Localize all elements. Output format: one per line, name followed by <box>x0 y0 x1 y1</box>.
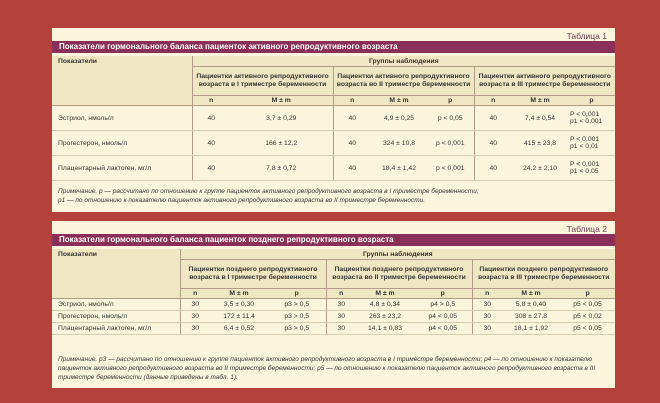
cell-mean: 5,8 ± 0,40 <box>502 299 560 311</box>
cell-n: 40 <box>192 106 230 131</box>
row-label: Эстриол, нмоль/л <box>52 106 192 131</box>
subheader-n: n <box>474 96 512 106</box>
cell-n: 40 <box>333 106 371 131</box>
subheader-p: p <box>268 289 326 299</box>
subheader-p: p <box>560 289 615 299</box>
cell-p: p4 > 0,5 <box>414 299 472 311</box>
cell-p <box>568 156 615 181</box>
cell-p: p3 > 0,5 <box>268 311 326 323</box>
cell-p <box>568 106 615 131</box>
cell-mean: 3,5 ± 0,30 <box>210 299 268 311</box>
table-row <box>52 323 615 335</box>
cell-n: 40 <box>474 106 512 131</box>
table-1-note <box>58 187 609 205</box>
header-group-1: Пациентки позднего репродуктивного возраста в I триместре беременности <box>180 260 326 289</box>
cell-n: 40 <box>192 131 230 156</box>
cell-p: p4 < 0,05 <box>414 311 472 323</box>
cell-mean: 308 ± 27,8 <box>502 311 560 323</box>
subheader-mean: M ± m <box>210 289 268 299</box>
subheader-n: n <box>180 289 210 299</box>
header-indicators: Показатели <box>52 249 180 299</box>
subheader-n: n <box>333 96 371 106</box>
table-1-label: Таблица 1 <box>566 31 607 41</box>
subheader-mean: M ± m <box>512 96 568 106</box>
cell-n: 40 <box>474 156 512 181</box>
cell-p: p3 > 0,5 <box>268 323 326 335</box>
cell-p: p3 > 0,5 <box>268 299 326 311</box>
table-1 <box>52 56 615 181</box>
cell-mean: 7,4 ± 0,54 <box>512 106 568 131</box>
cell-mean: 4,9 ± 0,25 <box>371 106 427 131</box>
subheader-mean: M ± m <box>230 96 333 106</box>
table-2-note: Примечание. p3 — рассчитано по отношению к группе пациенток активного репродуктивного возраста в I триместре беременности; p4 — по отношению к показателю пациенток активного репродуктивного возраста во II триместре беременности; p5 — по отношению к показателю пациенток активного репродуктивного возраста в III триместре беременности (данные приведены в табл. 1). <box>58 356 596 381</box>
header-group-3: Пациентки активного репродуктивного возраста в III триместре беременности <box>474 67 615 96</box>
table-1-panel <box>52 28 615 212</box>
header-group-1: Пациентки активного репродуктивного возраста в I триместре беременности <box>192 67 333 96</box>
cell-n: 40 <box>333 131 371 156</box>
cell-n: 30 <box>180 299 210 311</box>
cell-mean: 324 ± 10,8 <box>371 131 427 156</box>
table-row <box>52 156 615 181</box>
cell-mean: 6,4 ± 0,52 <box>210 323 268 335</box>
subheader-n: n <box>192 96 230 106</box>
cell-mean: 14,1 ± 0,83 <box>356 323 414 335</box>
table-1-title: Показатели гормонального баланса пациенток активного репродуктивного возраста <box>52 41 615 53</box>
cell-p: p5 < 0,05 <box>560 323 615 335</box>
cell-n: 40 <box>474 131 512 156</box>
row-label: Плацентарный лактоген, мг/л <box>52 323 180 335</box>
header-groups: Группы наблюдения <box>180 249 615 260</box>
header-groups: Группы наблюдения <box>192 56 615 67</box>
cell-mean: 166 ± 12,2 <box>230 131 333 156</box>
cell-p: p < 0,001 <box>427 156 474 181</box>
table-row <box>52 131 615 156</box>
table-2-panel <box>52 221 615 388</box>
table-row <box>52 311 615 323</box>
cell-mean: 18,4 ± 1,42 <box>371 156 427 181</box>
subheader-mean: M ± m <box>502 289 560 299</box>
cell-n: 30 <box>326 323 356 335</box>
header-group-3: Пациентки позднего репродуктивного возраста в III триместре беременности <box>472 260 615 289</box>
cell-mean: 172 ± 11,4 <box>210 311 268 323</box>
cell-p: p4 < 0,05 <box>414 323 472 335</box>
cell-p: p < 0,05 <box>427 106 474 131</box>
cell-mean: 415 ± 23,8 <box>512 131 568 156</box>
cell-mean: 4,8 ± 0,34 <box>356 299 414 311</box>
cell-p: p5 < 0,05 <box>560 299 615 311</box>
cell-p: p5 < 0,02 <box>560 311 615 323</box>
cell-n: 30 <box>472 311 502 323</box>
table-row <box>52 106 615 131</box>
row-label: Плацентарный лактоген, мг/л <box>52 156 192 181</box>
cell-n: 40 <box>192 156 230 181</box>
row-label: Прогестерон, нмоль/л <box>52 131 192 156</box>
cell-n: 30 <box>326 299 356 311</box>
cell-mean: 263 ± 23,2 <box>356 311 414 323</box>
table-2-label: Таблица 2 <box>566 224 607 234</box>
cell-n: 30 <box>472 299 502 311</box>
note-line: p1 — по отношению к показателю пациенток активного репродуктивного возраста во II триместре беременности. <box>58 197 426 204</box>
cell-p <box>568 131 615 156</box>
cell-p1-value: p1 < 0,01 <box>570 143 599 150</box>
cell-p-value: P < 0,001 <box>570 160 600 168</box>
row-label: Эстриол, нмоль/л <box>52 299 180 311</box>
row-label: Прогестерон, нмоль/л <box>52 311 180 323</box>
cell-mean: 24,2 ± 2,10 <box>512 156 568 181</box>
note-line: Примечание. p — рассчитано по отношению к группе пациенток активного репродуктивного возраста в I триместре беременности; <box>58 188 479 195</box>
cell-p1-value: p1 < 0,05 <box>570 168 599 175</box>
cell-p1-value: p1 < 0,001 <box>570 118 603 125</box>
cell-n: 30 <box>472 323 502 335</box>
table-2-title: Показатели гормонального баланса пациенток позднего репродуктивного возраста <box>52 234 615 246</box>
subheader-mean: M ± m <box>356 289 414 299</box>
cell-p: p < 0,001 <box>427 131 474 156</box>
header-indicators: Показатели <box>52 56 192 106</box>
table-row <box>52 299 615 311</box>
header-group-2: Пациентки позднего репродуктивного возраста во II триместре беременности <box>326 260 472 289</box>
subheader-p: p <box>568 96 615 106</box>
cell-mean: 3,7 ± 0,29 <box>230 106 333 131</box>
cell-mean: 18,1 ± 1,92 <box>502 323 560 335</box>
cell-n: 40 <box>333 156 371 181</box>
cell-p-value: P < 0,001 <box>570 110 600 118</box>
subheader-n: n <box>326 289 356 299</box>
subheader-n: n <box>472 289 502 299</box>
cell-n: 30 <box>326 311 356 323</box>
table-2 <box>52 249 615 335</box>
cell-mean: 7,8 ± 0,72 <box>230 156 333 181</box>
subheader-mean: M ± m <box>371 96 427 106</box>
header-group-2: Пациентки активного репродуктивного возраста во II триместре беременности <box>333 67 474 96</box>
cell-n: 30 <box>180 311 210 323</box>
subheader-p: p <box>414 289 472 299</box>
subheader-p: p <box>427 96 474 106</box>
cell-n: 30 <box>180 323 210 335</box>
cell-p-value: P < 0,001 <box>570 135 600 143</box>
